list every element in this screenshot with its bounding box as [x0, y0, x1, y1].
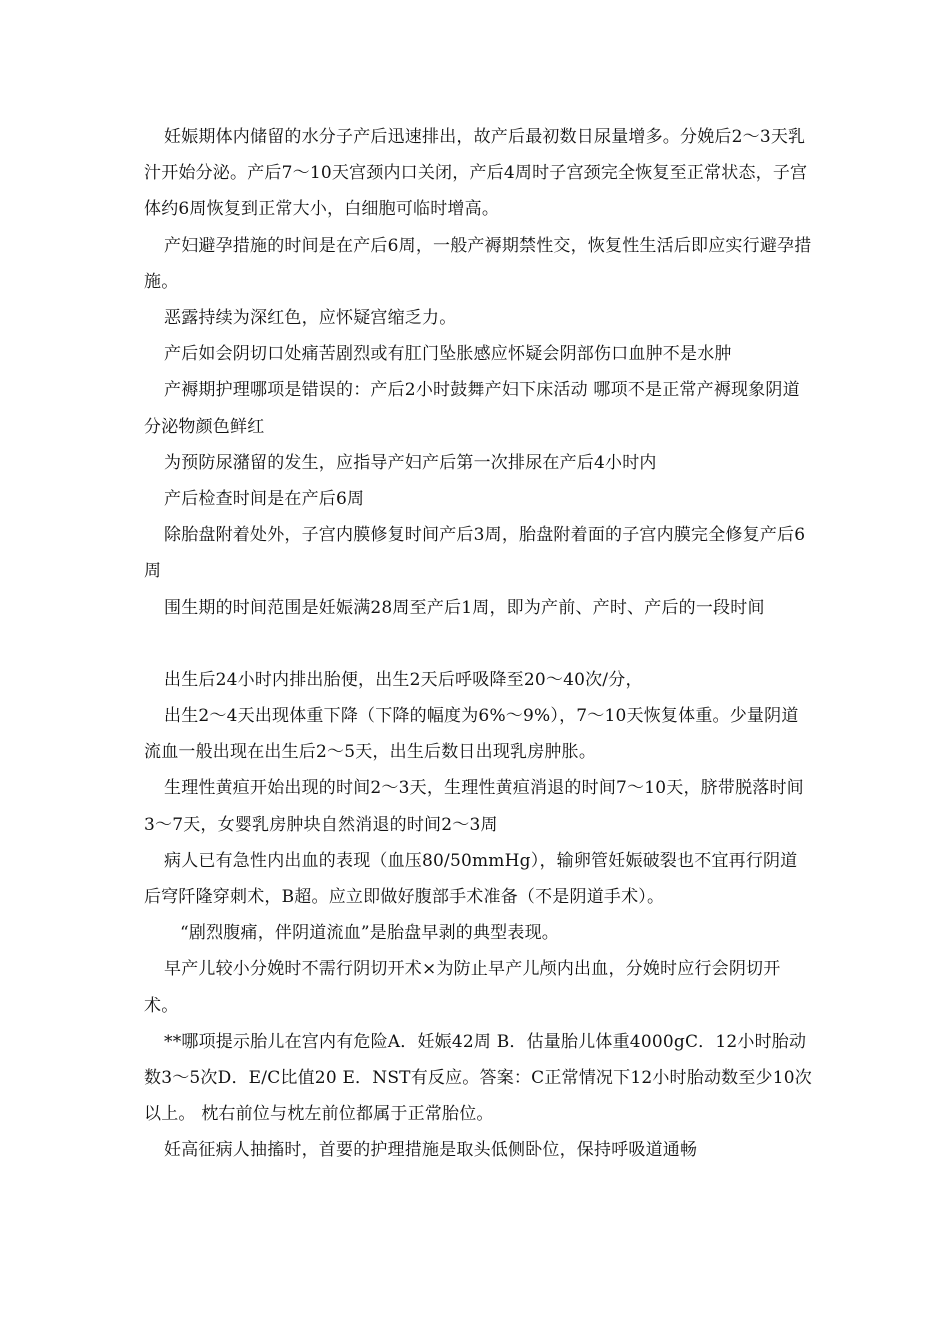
paragraph: 为预防尿潴留的发生，应指导产妇产后第一次排尿在产后4小时内 — [164, 452, 657, 473]
document-body — [144, 119, 814, 1169]
paragraph: 产妇避孕措施的时间是在产后6周，一般产褥期禁性交，恢复性生活后即应实行避孕措施。 — [144, 235, 812, 292]
paragraph: 产后如会阴切口处痛苦剧烈或有肛门坠胀感应怀疑会阴部伤口血肿不是水肿 — [164, 344, 732, 365]
paragraph: 恶露持续为深红色，应怀疑宫缩乏力。 — [164, 308, 457, 329]
paragraph: 围生期的时间范围是妊娠满28周至产后1周，即为产前、产时、产后的一段时间 — [164, 597, 765, 618]
paragraph: **哪项提示胎儿在宫内有危险A．妊娠42周 B．估量胎儿体重4000gC．12小时胎动数3～5次D．E/C比值20 E．NST有反应。答案：C正常情况下12小时胎动数至少10次以上。 枕右前位与枕左前位都属于正常胎位。 — [144, 1031, 812, 1125]
paragraph: 早产儿较小分娩时不需行阴切开术×为防止早产儿颅内出血，分娩时应行会阴切开术。 — [144, 959, 781, 1016]
paragraph: 妊娠期体内储留的水分子产后迅速排出，故产后最初数日尿量增多。分娩后2～3天乳汁开始分泌。产后7～10天宫颈内口关闭，产后4周时子宫颈完全恢复至正常状态，子宫体约6周恢复到正常大小，白细胞可临时增高。 — [144, 127, 808, 220]
paragraph: “剧烈腹痛，伴阴道流血”是胎盘早剥的典型表现。 — [180, 923, 559, 944]
paragraph: 出生2～4天出现体重下降（下降的幅度为6%～9%），7～10天恢复体重。少量阴道流血一般出现在出生后2～5天，出生后数日出现乳房肿胀。 — [144, 706, 799, 763]
paragraph: 产后检查时间是在产后6周 — [164, 489, 365, 510]
paragraph: 出生后24小时内排出胎便，出生2天后呼吸降至20～40次/分， — [164, 669, 643, 690]
paragraph: 生理性黄疸开始出现的时间2～3天，生理性黄疸消退的时间7～10天，脐带脱落时间3～7天，女婴乳房肿块自然消退的时间2～3周 — [144, 778, 804, 835]
paragraph: 产褥期护理哪项是错误的：产后2小时鼓舞产妇下床活动 哪项不是正常产褥现象阴道分泌物颜色鲜红 — [144, 380, 800, 437]
paragraph: 除胎盘附着处外，子宫内膜修复时间产后3周，胎盘附着面的子宫内膜完全修复产后6周 — [144, 525, 806, 582]
paragraph: 妊高征病人抽搐时，首要的护理措施是取头低侧卧位，保持呼吸道通畅 — [164, 1140, 698, 1161]
paragraph: 病人已有急性内出血的表现（血压80/50mmHg），输卵管妊娠破裂也不宜再行阴道后穹阡隆穿刺术，B超。应立即做好腹部手术准备（不是阴道手术）。 — [144, 850, 798, 908]
paragraph-gap — [144, 626, 814, 662]
